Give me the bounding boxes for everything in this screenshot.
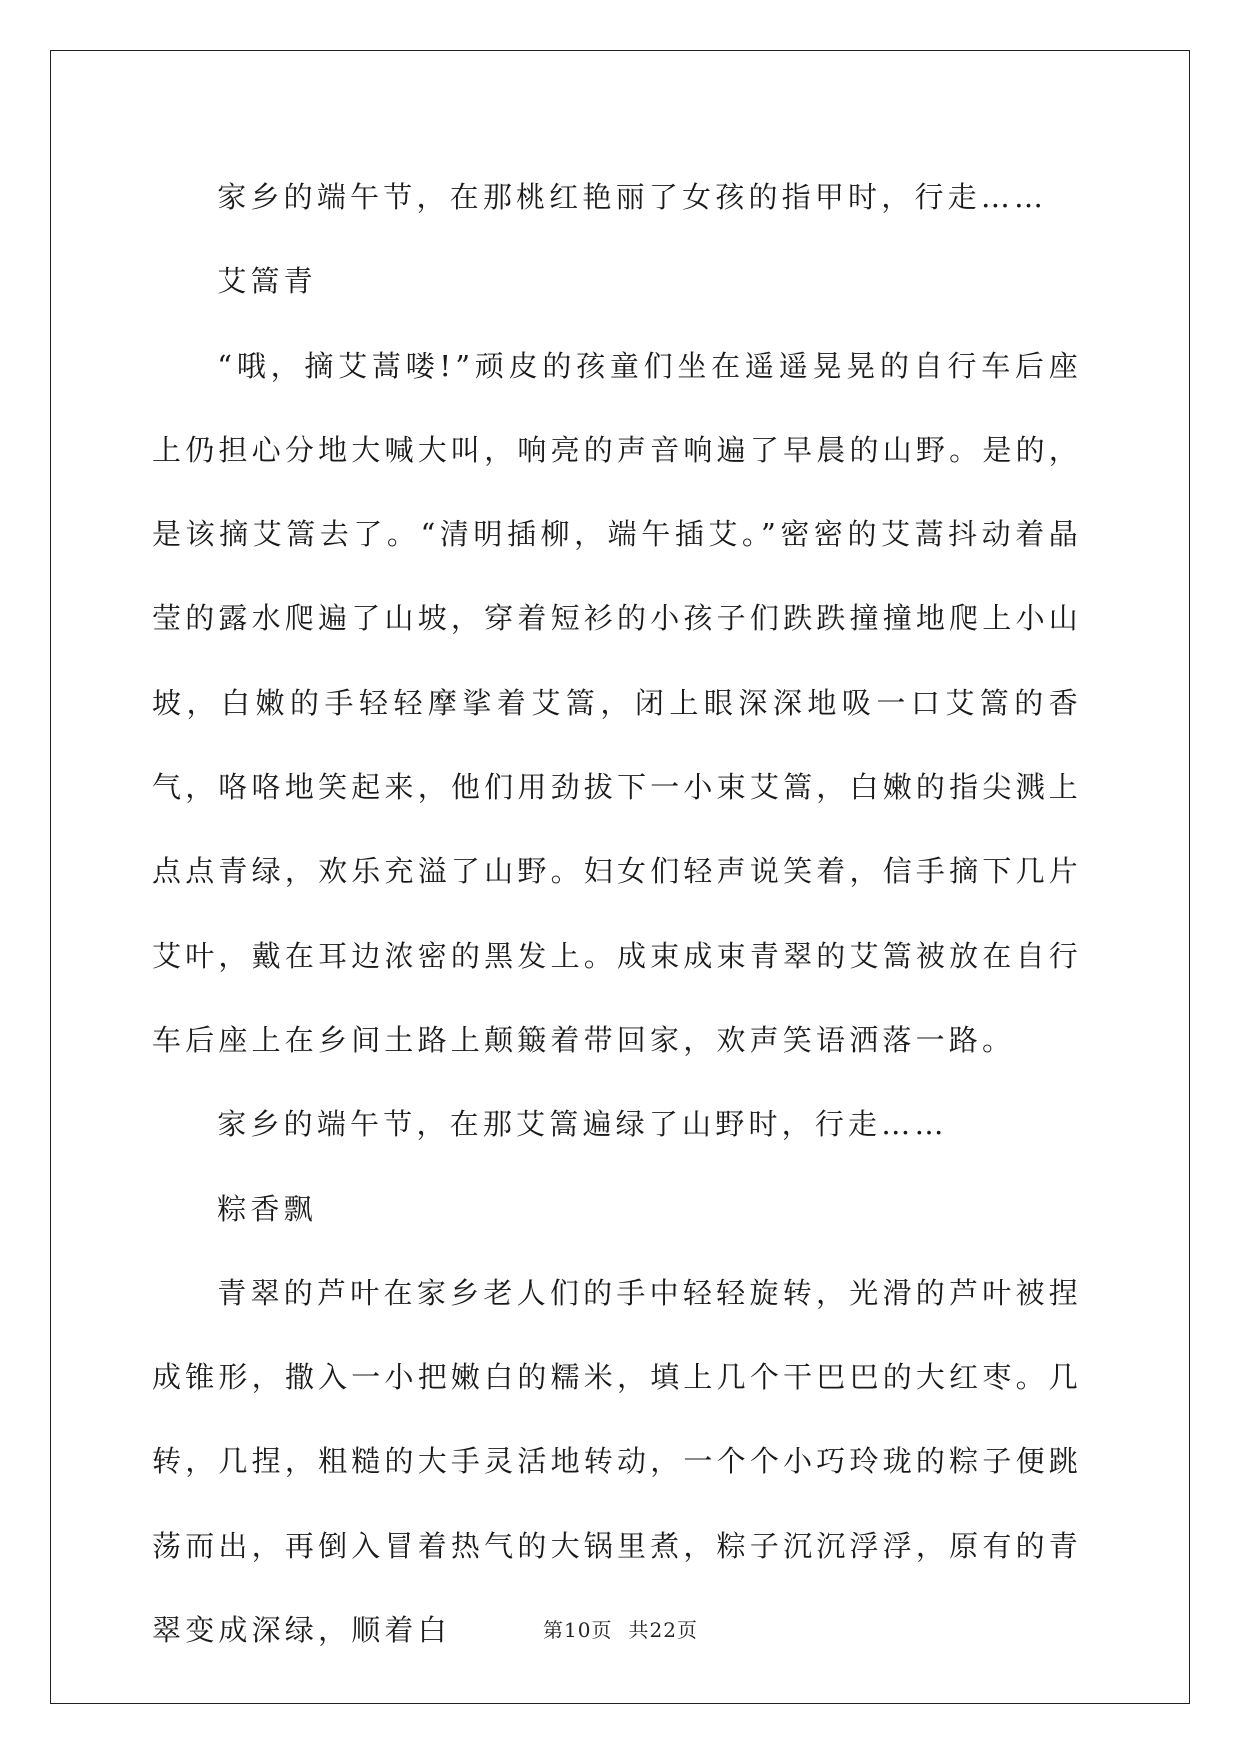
paragraph-intro: 家乡的端午节，在那桃红艳丽了女孩的指甲时，行走……	[217, 180, 1048, 214]
paragraph-zongxiang: 青翠的芦叶在家乡老人们的手中轻轻旋转，光滑的芦叶被捏成锥形，撒入一小把嫩白的糯米，填上几个干巴巴的大红枣。几转，几捏，粗糙的大手灵活地转动，一个个小巧玲珑的粽子便跳荡而出，再倒入冒着热气的大锅里煮，粽子沉沉浮浮，原有的青翠变成深绿，顺着白	[152, 1275, 1082, 1648]
document-body	[152, 155, 1082, 1672]
section-heading-aihao: 艾篙青	[217, 264, 317, 299]
page-footer	[0, 1614, 1241, 1643]
paragraph-aihao: “哦，摘艾蒿喽!”顽皮的孩童们坐在遥遥晃晃的自行车后座上仍担心分地大喊大叫，响亮的声音响遍了早晨的山野。是的，是该摘艾篙去了。“清明插柳，端午插艾。”密密的艾蒿抖动着晶莹的露水爬遍了山坡，穿着短衫的小孩子们跌跌撞撞地爬上小山坡，白嫩的手轻轻摩挲着艾篙，闭上眼深深地吸一口艾篙的香气，咯咯地笑起来，他们用劲拔下一小束艾篙，白嫩的指尖溅上点点青绿，欢乐充溢了山野。妇女们轻声说笑着，信手摘下几片艾叶，戴在耳边浓密的黑发上。成束成束青翠的艾篙被放在自行车后座上在乡间土路上颠簸着带回家，欢声笑语洒落一路。	[152, 348, 1082, 1057]
page-total: 共22页	[628, 1618, 698, 1642]
section-heading-zongxiang: 粽香飘	[217, 1191, 317, 1226]
paragraph-aihao-closing: 家乡的端午节，在那艾篙遍绿了山野时，行走……	[217, 1107, 948, 1142]
page-number: 第10页	[543, 1618, 613, 1642]
